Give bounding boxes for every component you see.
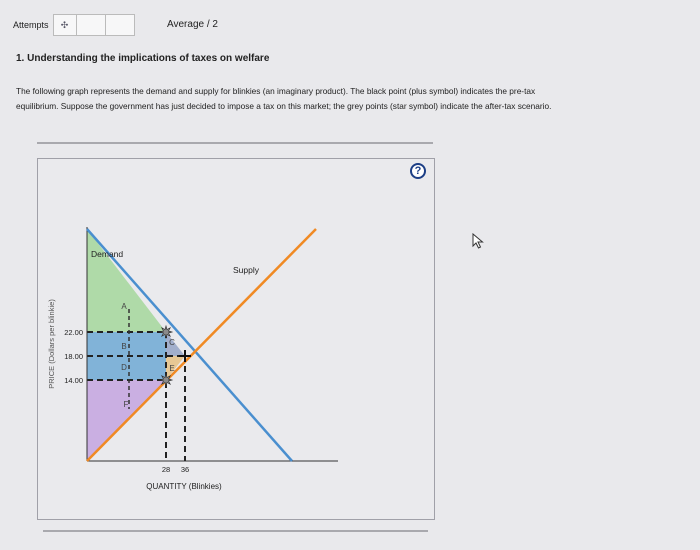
x-tick-label: 36 bbox=[180, 465, 190, 474]
area-label-d: D bbox=[121, 363, 127, 372]
y-tick-label: 14.00 bbox=[64, 376, 83, 385]
area-label-e: E bbox=[169, 364, 175, 373]
average-label: Average bbox=[167, 19, 205, 30]
y-tick-label: 18.00 bbox=[64, 352, 83, 361]
after-tax-seller-star bbox=[160, 374, 172, 386]
spinner-dots-icon: ✣ bbox=[53, 14, 77, 36]
y-axis-title: PRICE (Dollars per blinkie) bbox=[47, 299, 56, 389]
mouse-cursor-icon bbox=[471, 233, 485, 249]
supply-label: Supply bbox=[233, 265, 259, 275]
area-label-f: F bbox=[123, 400, 129, 409]
question-intro bbox=[16, 84, 696, 114]
intro-line-2: equilibrium. Suppose the government has just decided to impose a tax on this market; the grey points (star symbol) indicate the after-tax scenario. bbox=[16, 101, 552, 111]
area-a bbox=[87, 229, 166, 332]
area-label-c: C bbox=[169, 338, 175, 347]
divider-top bbox=[37, 142, 433, 144]
x-tick-label: 28 bbox=[161, 465, 171, 474]
help-icon[interactable]: ? bbox=[410, 163, 426, 179]
average-value: / 2 bbox=[206, 19, 218, 30]
area-label-a: A bbox=[121, 302, 127, 311]
graph-panel bbox=[37, 158, 435, 520]
welfare-chart[interactable] bbox=[38, 159, 434, 519]
attempts-bar bbox=[13, 14, 135, 36]
attempts-label: Attempts bbox=[13, 20, 49, 30]
demand-label: Demand bbox=[91, 249, 124, 259]
attempt-box-2 bbox=[105, 14, 135, 36]
question-title: 1. Understanding the implications of taxes on welfare bbox=[16, 53, 270, 64]
intro-line-1: The following graph represents the demand and supply for blinkies (an imaginary product). The black point (plus symbol) indicates the pre-tax bbox=[16, 86, 536, 96]
attempt-box-1 bbox=[76, 14, 106, 36]
x-axis-title: QUANTITY (Blinkies) bbox=[146, 482, 222, 491]
y-tick-label: 22.00 bbox=[64, 328, 83, 337]
divider-bottom bbox=[43, 530, 428, 532]
area-label-b: B bbox=[121, 342, 127, 351]
average-score bbox=[167, 19, 218, 30]
after-tax-buyer-star bbox=[160, 326, 172, 338]
